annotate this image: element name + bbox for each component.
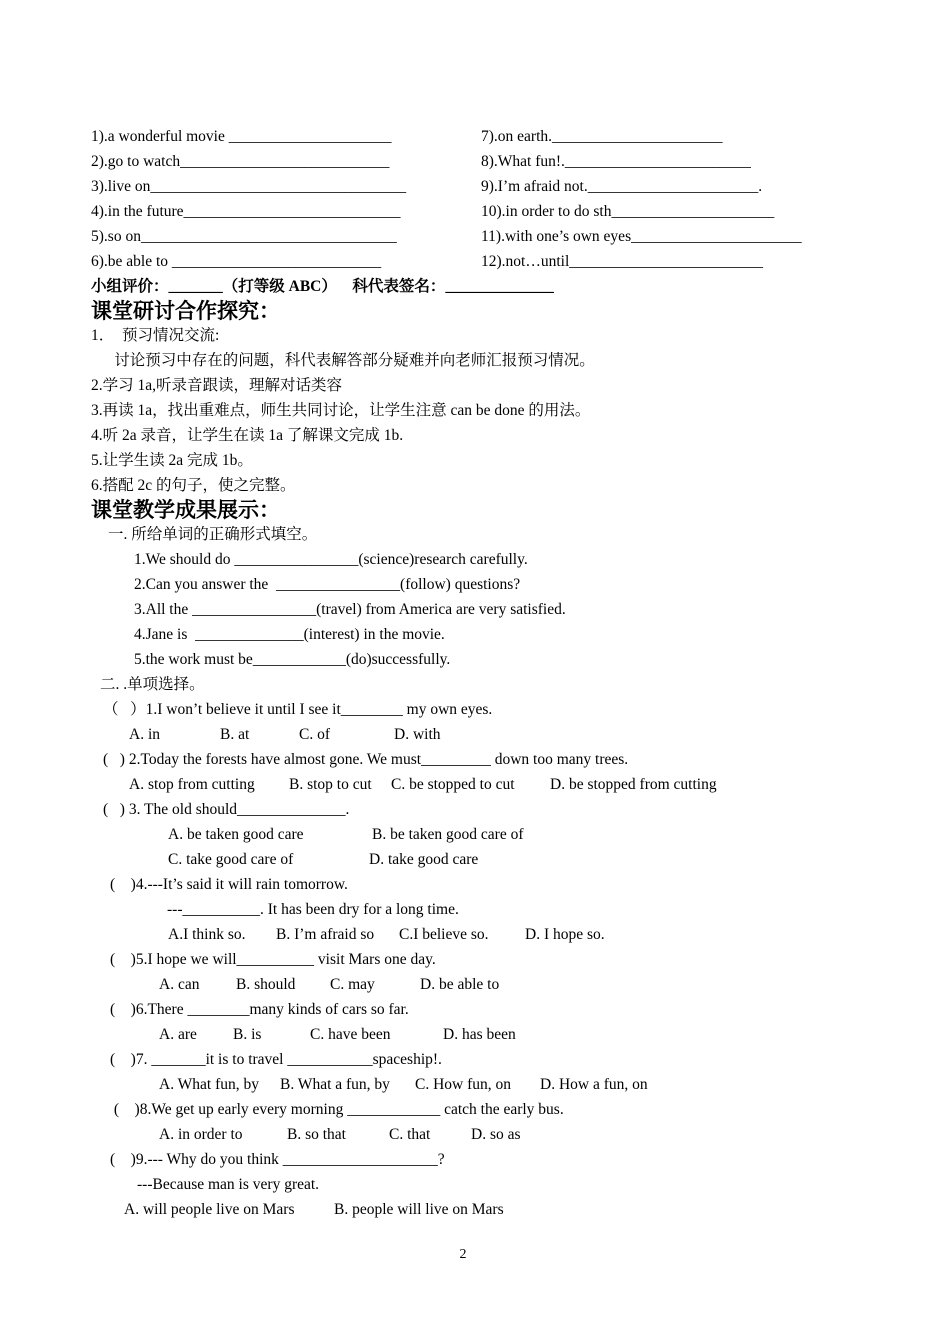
- section-heading: 课堂研讨合作探究：: [91, 299, 280, 323]
- part-title: 二. .单项选择。: [100, 676, 205, 693]
- option: A. are: [159, 1026, 197, 1043]
- vocab-item: 12).not…until_________________________: [481, 253, 764, 270]
- option: A. in order to: [159, 1126, 243, 1143]
- option: A. in: [129, 726, 160, 743]
- option: C. of: [299, 726, 330, 743]
- vocab-item: 9).I’m afraid not.______________________.: [481, 178, 763, 195]
- question: ( )9.--- Why do you think ____________________?: [110, 1151, 445, 1168]
- option: C. take good care of: [168, 851, 294, 868]
- fill-blank-item: 5.the work must be____________(do)successfully.: [134, 651, 451, 668]
- option: B. What a fun, by: [280, 1076, 390, 1093]
- vocab-item: 1).a wonderful movie _____________________: [91, 128, 392, 145]
- section1-item: 6.搭配 2c 的句子，使之完整。: [91, 477, 296, 494]
- vocab-item: 8).What fun!.________________________: [481, 153, 751, 170]
- option: D. be stopped from cutting: [550, 776, 717, 793]
- question: ( ) 2.Today the forests have almost gone. We must_________ down too many trees.: [103, 751, 629, 768]
- question: ( )5.I hope we will__________ visit Mars one day.: [110, 951, 436, 968]
- option: A. be taken good care: [168, 826, 304, 843]
- section1-item: 2.学习 1a,听录音跟读，理解对话类容: [91, 377, 343, 394]
- option: C. How fun, on: [415, 1076, 512, 1093]
- vocab-item: 7).on earth.______________________: [481, 128, 723, 145]
- option: D. I hope so.: [525, 926, 605, 943]
- option: C. be stopped to cut: [391, 776, 515, 793]
- section1-item: 1． 预习情况交流:: [91, 327, 220, 344]
- section1-item: 5.让学生读 2a 完成 1b。: [91, 452, 253, 469]
- vocab-item: 2).go to watch___________________________: [91, 153, 390, 170]
- option: B. is: [233, 1026, 262, 1043]
- group-evaluation: 小组评价：_______（打等级 ABC） 科代表签名：______________: [91, 278, 554, 295]
- vocab-item: 3).live on_________________________________: [91, 178, 407, 195]
- option: D. with: [394, 726, 441, 743]
- question: （ ）1.I won’t believe it until I see it________ my own eyes.: [103, 701, 493, 718]
- question: ( ) 3. The old should______________.: [103, 801, 350, 818]
- question: ( )4.---It’s said it will rain tomorrow.: [110, 876, 348, 893]
- part-title: 一. 所给单词的正确形式填空。: [108, 526, 318, 543]
- option: A. can: [159, 976, 200, 993]
- option: B. at: [220, 726, 250, 743]
- question: ( )6.There ________many kinds of cars so far.: [110, 1001, 409, 1018]
- option: A. What fun, by: [159, 1076, 260, 1093]
- fill-blank-item: 1.We should do ________________(science)research carefully.: [134, 551, 528, 568]
- question: ( )7. _______it is to travel ___________spaceship!.: [110, 1051, 442, 1068]
- option: B. I’m afraid so: [276, 926, 375, 943]
- option: B. be taken good care of: [372, 826, 524, 843]
- option: C. that: [389, 1126, 431, 1143]
- question-continuation: ---__________. It has been dry for a long time.: [167, 901, 459, 918]
- option: C. may: [330, 976, 375, 993]
- vocab-item: 11).with one’s own eyes______________________: [481, 228, 802, 245]
- page-number: 2: [459, 1247, 467, 1262]
- option: A. will people live on Mars: [124, 1201, 295, 1218]
- question: ( )8.We get up early every morning ____________ catch the early bus.: [110, 1101, 564, 1118]
- option: B. so that: [287, 1126, 346, 1143]
- option: D. How a fun, on: [540, 1076, 648, 1093]
- vocab-item: 10).in order to do sth_____________________: [481, 203, 775, 220]
- option: D. be able to: [420, 976, 500, 993]
- option: C.I believe so.: [399, 926, 489, 943]
- option: D. so as: [471, 1126, 521, 1143]
- option: A.I think so.: [168, 926, 246, 943]
- question-continuation: ---Because man is very great.: [137, 1176, 320, 1193]
- vocab-item: 5).so on_________________________________: [91, 228, 397, 245]
- vocab-item: 6).be able to ___________________________: [91, 253, 382, 270]
- option: B. should: [236, 976, 296, 993]
- section1-item: 3.再读 1a，找出重难点，师生共同讨论，让学生注意 can be done 的用法。: [91, 402, 591, 419]
- option: A. stop from cutting: [129, 776, 255, 793]
- option: D. has been: [443, 1026, 516, 1043]
- section1-item: 讨论预习中存在的问题，科代表解答部分疑难并向老师汇报预习情况。: [91, 352, 595, 369]
- option: C. have been: [310, 1026, 391, 1043]
- fill-blank-item: 3.All the ________________(travel) from America are very satisfied.: [134, 601, 566, 618]
- fill-blank-item: 2.Can you answer the ________________(follow) questions?: [134, 576, 521, 593]
- option: B. stop to cut: [289, 776, 372, 793]
- fill-blank-item: 4.Jane is ______________(interest) in the movie.: [134, 626, 445, 643]
- section1-item: 4.听 2a 录音，让学生在读 1a 了解课文完成 1b.: [91, 427, 404, 444]
- option: D. take good care: [369, 851, 479, 868]
- vocab-item: 4).in the future____________________________: [91, 203, 401, 220]
- section-heading: 课堂教学成果展示：: [91, 498, 280, 522]
- option: B. people will live on Mars: [334, 1201, 504, 1218]
